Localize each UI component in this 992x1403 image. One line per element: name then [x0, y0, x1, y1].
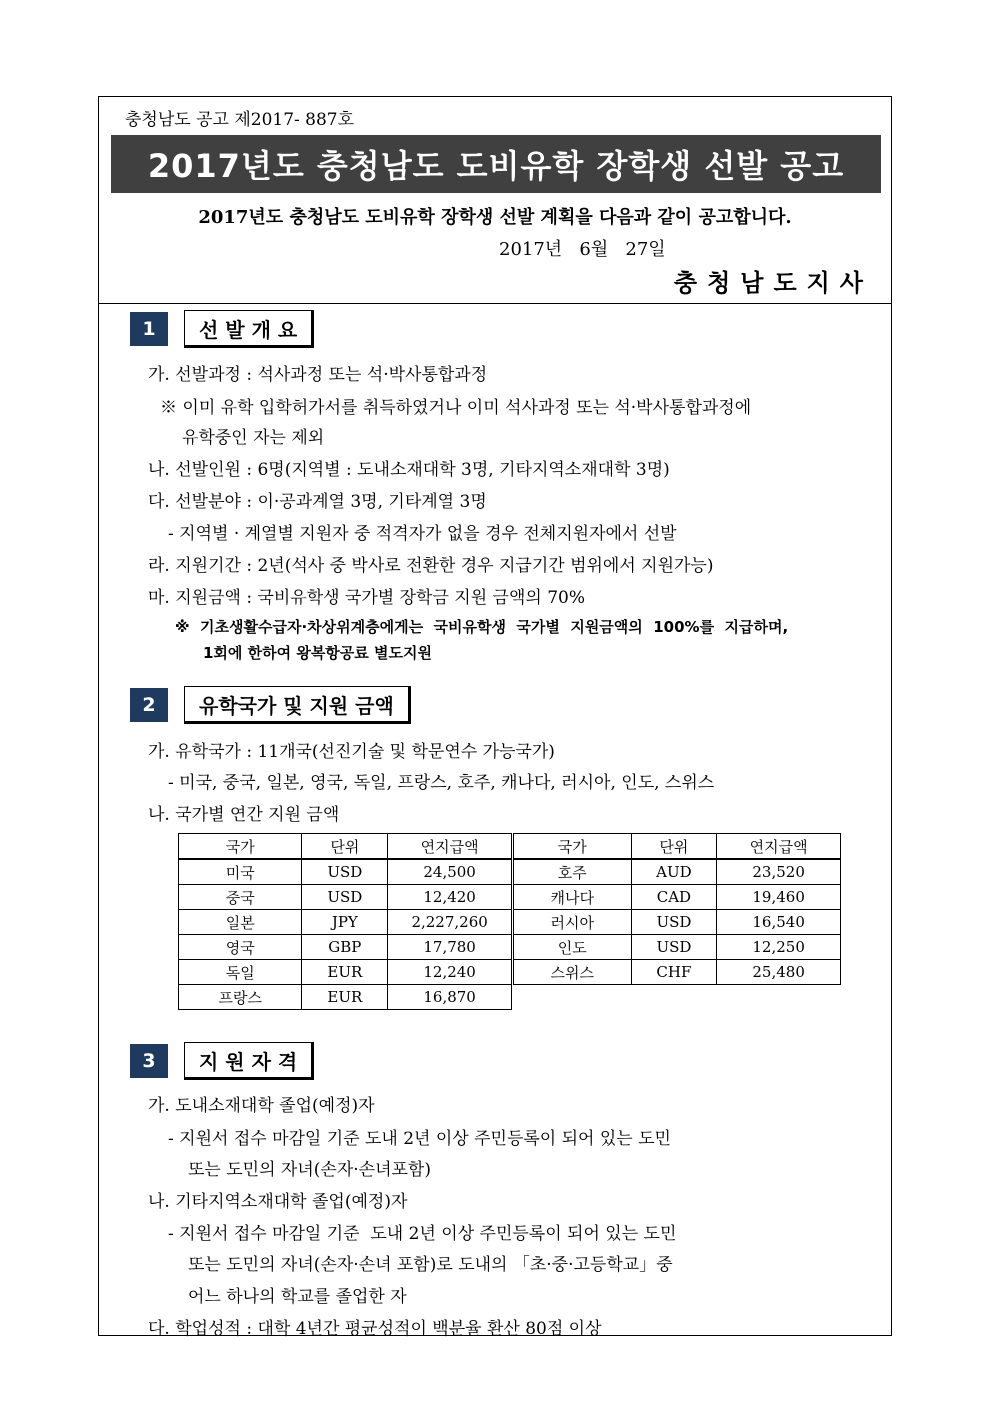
table-row [514, 935, 841, 960]
amount-table-left [178, 833, 512, 1010]
amount-table-right [513, 833, 841, 985]
table-row [514, 960, 841, 985]
cell: 19,460 [717, 885, 841, 910]
s1-line: - 지역별 · 계열별 지원자 중 적격자가 없을 경우 전체지원자에서 선발 [168, 524, 677, 544]
cell: 프랑스 [179, 985, 302, 1010]
cell: AUD [631, 859, 717, 885]
col-header: 단위 [631, 834, 717, 860]
s1-note: 1회에 한하여 왕복항공료 별도지원 [203, 644, 432, 662]
col-header: 국가 [514, 834, 632, 860]
cell: 2,227,260 [388, 910, 512, 935]
s3-line: 다. 학업성적 : 대학 4년간 평균성적이 백분율 환산 80점 이상 [148, 1319, 602, 1339]
section-1-heading [130, 310, 314, 348]
s1-line: 나. 선발인원 : 6명(지역별 : 도내소재대학 3명, 기타지역소재대학 3명) [148, 460, 670, 480]
cell: 러시아 [514, 910, 632, 935]
table-row [514, 910, 841, 935]
col-header: 연지급액 [388, 834, 512, 860]
cell: 24,500 [388, 859, 512, 885]
table-row [179, 885, 512, 910]
s2-line: 나. 국가별 연간 지원 금액 [148, 805, 340, 825]
cell: JPY [302, 910, 388, 935]
s1-line: 다. 선발분야 : 이·공과계열 3명, 기타계열 3명 [148, 492, 487, 512]
section-number: 3 [130, 1044, 168, 1078]
cell: 23,520 [717, 859, 841, 885]
s3-line: 나. 기타지역소재대학 졸업(예정)자 [148, 1192, 408, 1212]
col-header: 단위 [302, 834, 388, 860]
section-title: 유학국가 및 지원 금액 [184, 686, 411, 724]
s1-line: 라. 지원기간 : 2년(석사 중 박사로 전환한 경우 지급기간 범위에서 지원가능) [148, 556, 714, 576]
s1-line: 유학중인 자는 제외 [182, 428, 325, 448]
cell: GBP [302, 935, 388, 960]
s1-note: ※ 기초생활수급자·차상위계층에게는 국비유학생 국가별 지원금액의 100%를 지급하며, [175, 618, 789, 636]
s1-line: 가. 선발과정 : 석사과정 또는 석·박사통합과정 [148, 365, 488, 385]
section-title: 지 원 자 격 [184, 1042, 314, 1080]
cell: 중국 [179, 885, 302, 910]
table-row [179, 985, 512, 1010]
s2-line: 가. 유학국가 : 11개국(선진기술 및 학문연수 가능국가) [148, 742, 555, 762]
governor-signature: 충청남도지사 [673, 269, 873, 297]
cell: CHF [631, 960, 717, 985]
section-number: 2 [130, 688, 168, 722]
cell: 인도 [514, 935, 632, 960]
header-divider [99, 303, 891, 304]
col-header: 연지급액 [717, 834, 841, 860]
cell: EUR [302, 985, 388, 1010]
s3-line: 어느 하나의 학교를 졸업한 자 [188, 1287, 407, 1307]
s3-line: 가. 도내소재대학 졸업(예정)자 [148, 1096, 375, 1116]
table-header-row [179, 834, 512, 860]
s3-line: 또는 도민의 자녀(손자·손녀 포함)로 도내의 「초·중·고등학교」중 [188, 1255, 673, 1275]
cell: 스위스 [514, 960, 632, 985]
cell: 일본 [179, 910, 302, 935]
section-title: 선 발 개 요 [184, 310, 314, 348]
notice-number: 충청남도 공고 제2017- 887호 [125, 110, 355, 130]
cell: 17,780 [388, 935, 512, 960]
cell: EUR [302, 960, 388, 985]
table-row [179, 960, 512, 985]
s1-line: 마. 지원금액 : 국비유학생 국가별 장학금 지원 금액의 70% [148, 588, 586, 608]
cell: USD [631, 910, 717, 935]
notice-date: 2017년 6월 27일 [499, 239, 666, 260]
cell: USD [302, 859, 388, 885]
cell: 16,540 [717, 910, 841, 935]
s3-line: - 지원서 접수 마감일 기준 도내 2년 이상 주민등록이 되어 있는 도민 [168, 1129, 671, 1149]
cell: 캐나다 [514, 885, 632, 910]
cell: 호주 [514, 859, 632, 885]
section-number: 1 [130, 312, 168, 346]
cell: 12,420 [388, 885, 512, 910]
section-2-heading [130, 686, 411, 724]
s3-line: 또는 도민의 자녀(손자·손녀포함) [188, 1160, 431, 1180]
s1-line: ※ 이미 유학 입학허가서를 취득하였거나 이미 석사과정 또는 석·박사통합과정에 [160, 398, 752, 418]
cell: 12,250 [717, 935, 841, 960]
table-row [514, 885, 841, 910]
table-row [179, 859, 512, 885]
cell: 12,240 [388, 960, 512, 985]
cell: USD [631, 935, 717, 960]
s3-line: - 지원서 접수 마감일 기준 도내 2년 이상 주민등록이 되어 있는 도민 [168, 1224, 677, 1244]
cell: 25,480 [717, 960, 841, 985]
intro-text: 2017년도 충청남도 도비유학 장학생 선발 계획을 다음과 같이 공고합니다. [198, 207, 792, 228]
s2-line: - 미국, 중국, 일본, 영국, 독일, 프랑스, 호주, 캐나다, 러시아, 인도, 스위스 [168, 773, 715, 793]
cell: 독일 [179, 960, 302, 985]
cell: 미국 [179, 859, 302, 885]
cell: 16,870 [388, 985, 512, 1010]
table-row [514, 859, 841, 885]
cell: USD [302, 885, 388, 910]
document-title: 2017년도 충청남도 도비유학 장학생 선발 공고 [111, 135, 881, 193]
table-row [179, 910, 512, 935]
col-header: 국가 [179, 834, 302, 860]
table-row [179, 935, 512, 960]
table-header-row [514, 834, 841, 860]
cell: 영국 [179, 935, 302, 960]
cell: CAD [631, 885, 717, 910]
section-3-heading [130, 1042, 314, 1080]
